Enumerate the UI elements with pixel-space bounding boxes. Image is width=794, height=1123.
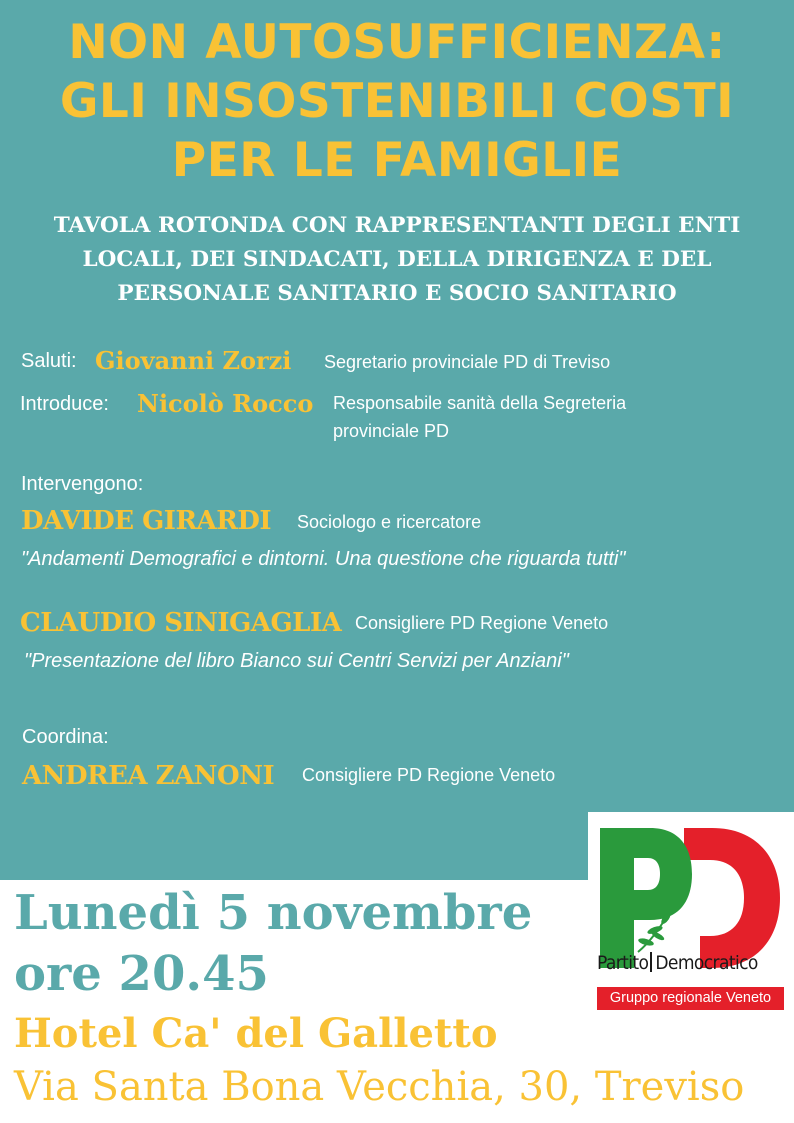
subtitle-line-3: PERSONALE SANITARIO E SOCIO SANITARIO — [117, 281, 677, 306]
coordina-label: Coordina: — [22, 726, 109, 748]
event-time: ore 20.45 — [14, 946, 269, 1002]
pd-logo-p-shape — [600, 828, 692, 968]
pd-logo-group-label: Gruppo regionale Veneto — [597, 987, 784, 1010]
title-line-3: PER LE FAMIGLIE — [171, 133, 623, 188]
pd-logo-name — [597, 952, 787, 980]
speaker-2-talk: "Presentazione del libro Bianco sui Centri Servizi per Anziani" — [24, 650, 569, 672]
introduce-label: Introduce: — [20, 393, 109, 415]
pd-logo-icon — [592, 818, 788, 1014]
logo-separator — [650, 952, 652, 972]
speaker-2-role: Consigliere PD Regione Veneto — [355, 613, 609, 633]
speaker-1-talk: "Andamenti Demografici e dintorni. Una questione che riguarda tutti" — [21, 548, 626, 570]
saluti-name: Giovanni Zorzi — [95, 346, 292, 375]
introduce-name: Nicolò Rocco — [137, 389, 314, 418]
intervengono-label: Intervengono: — [21, 473, 144, 495]
event-address: Via Santa Bona Vecchia, 30, Treviso — [14, 1064, 745, 1110]
logo-name-left: Partito — [597, 952, 649, 974]
speaker-1-name: DAVIDE GIRARDI — [21, 506, 272, 536]
introduce-role-line-1: Responsabile sanità della Segreteria — [333, 393, 627, 413]
event-date: Lunedì 5 novembre — [14, 885, 533, 941]
event-venue: Hotel Ca' del Galletto — [14, 1010, 498, 1057]
coordina-role: Consigliere PD Regione Veneto — [302, 765, 556, 785]
speaker-1-role: Sociologo e ricercatore — [297, 512, 482, 532]
subtitle-line-1: TAVOLA ROTONDA CON RAPPRESENTANTI DEGLI ENTI — [53, 213, 741, 238]
coordina-name: ANDREA ZANONI — [22, 761, 275, 791]
speaker-2-name: CLAUDIO SINIGAGLIA — [20, 608, 342, 638]
saluti-label: Saluti: — [21, 350, 77, 372]
pd-logo-d-shape — [684, 828, 780, 968]
title-line-1: NON AUTOSUFFICIENZA: — [68, 15, 726, 70]
introduce-role-line-2: provinciale PD — [333, 421, 450, 441]
title-line-2: GLI INSOSTENIBILI COSTI — [59, 74, 735, 129]
logo-name-right: Democratico — [655, 952, 758, 974]
subtitle-line-2: LOCALI, DEI SINDACATI, DELLA DIRIGENZA E DEL — [82, 247, 712, 272]
saluti-role: Segretario provinciale PD di Treviso — [324, 352, 611, 372]
